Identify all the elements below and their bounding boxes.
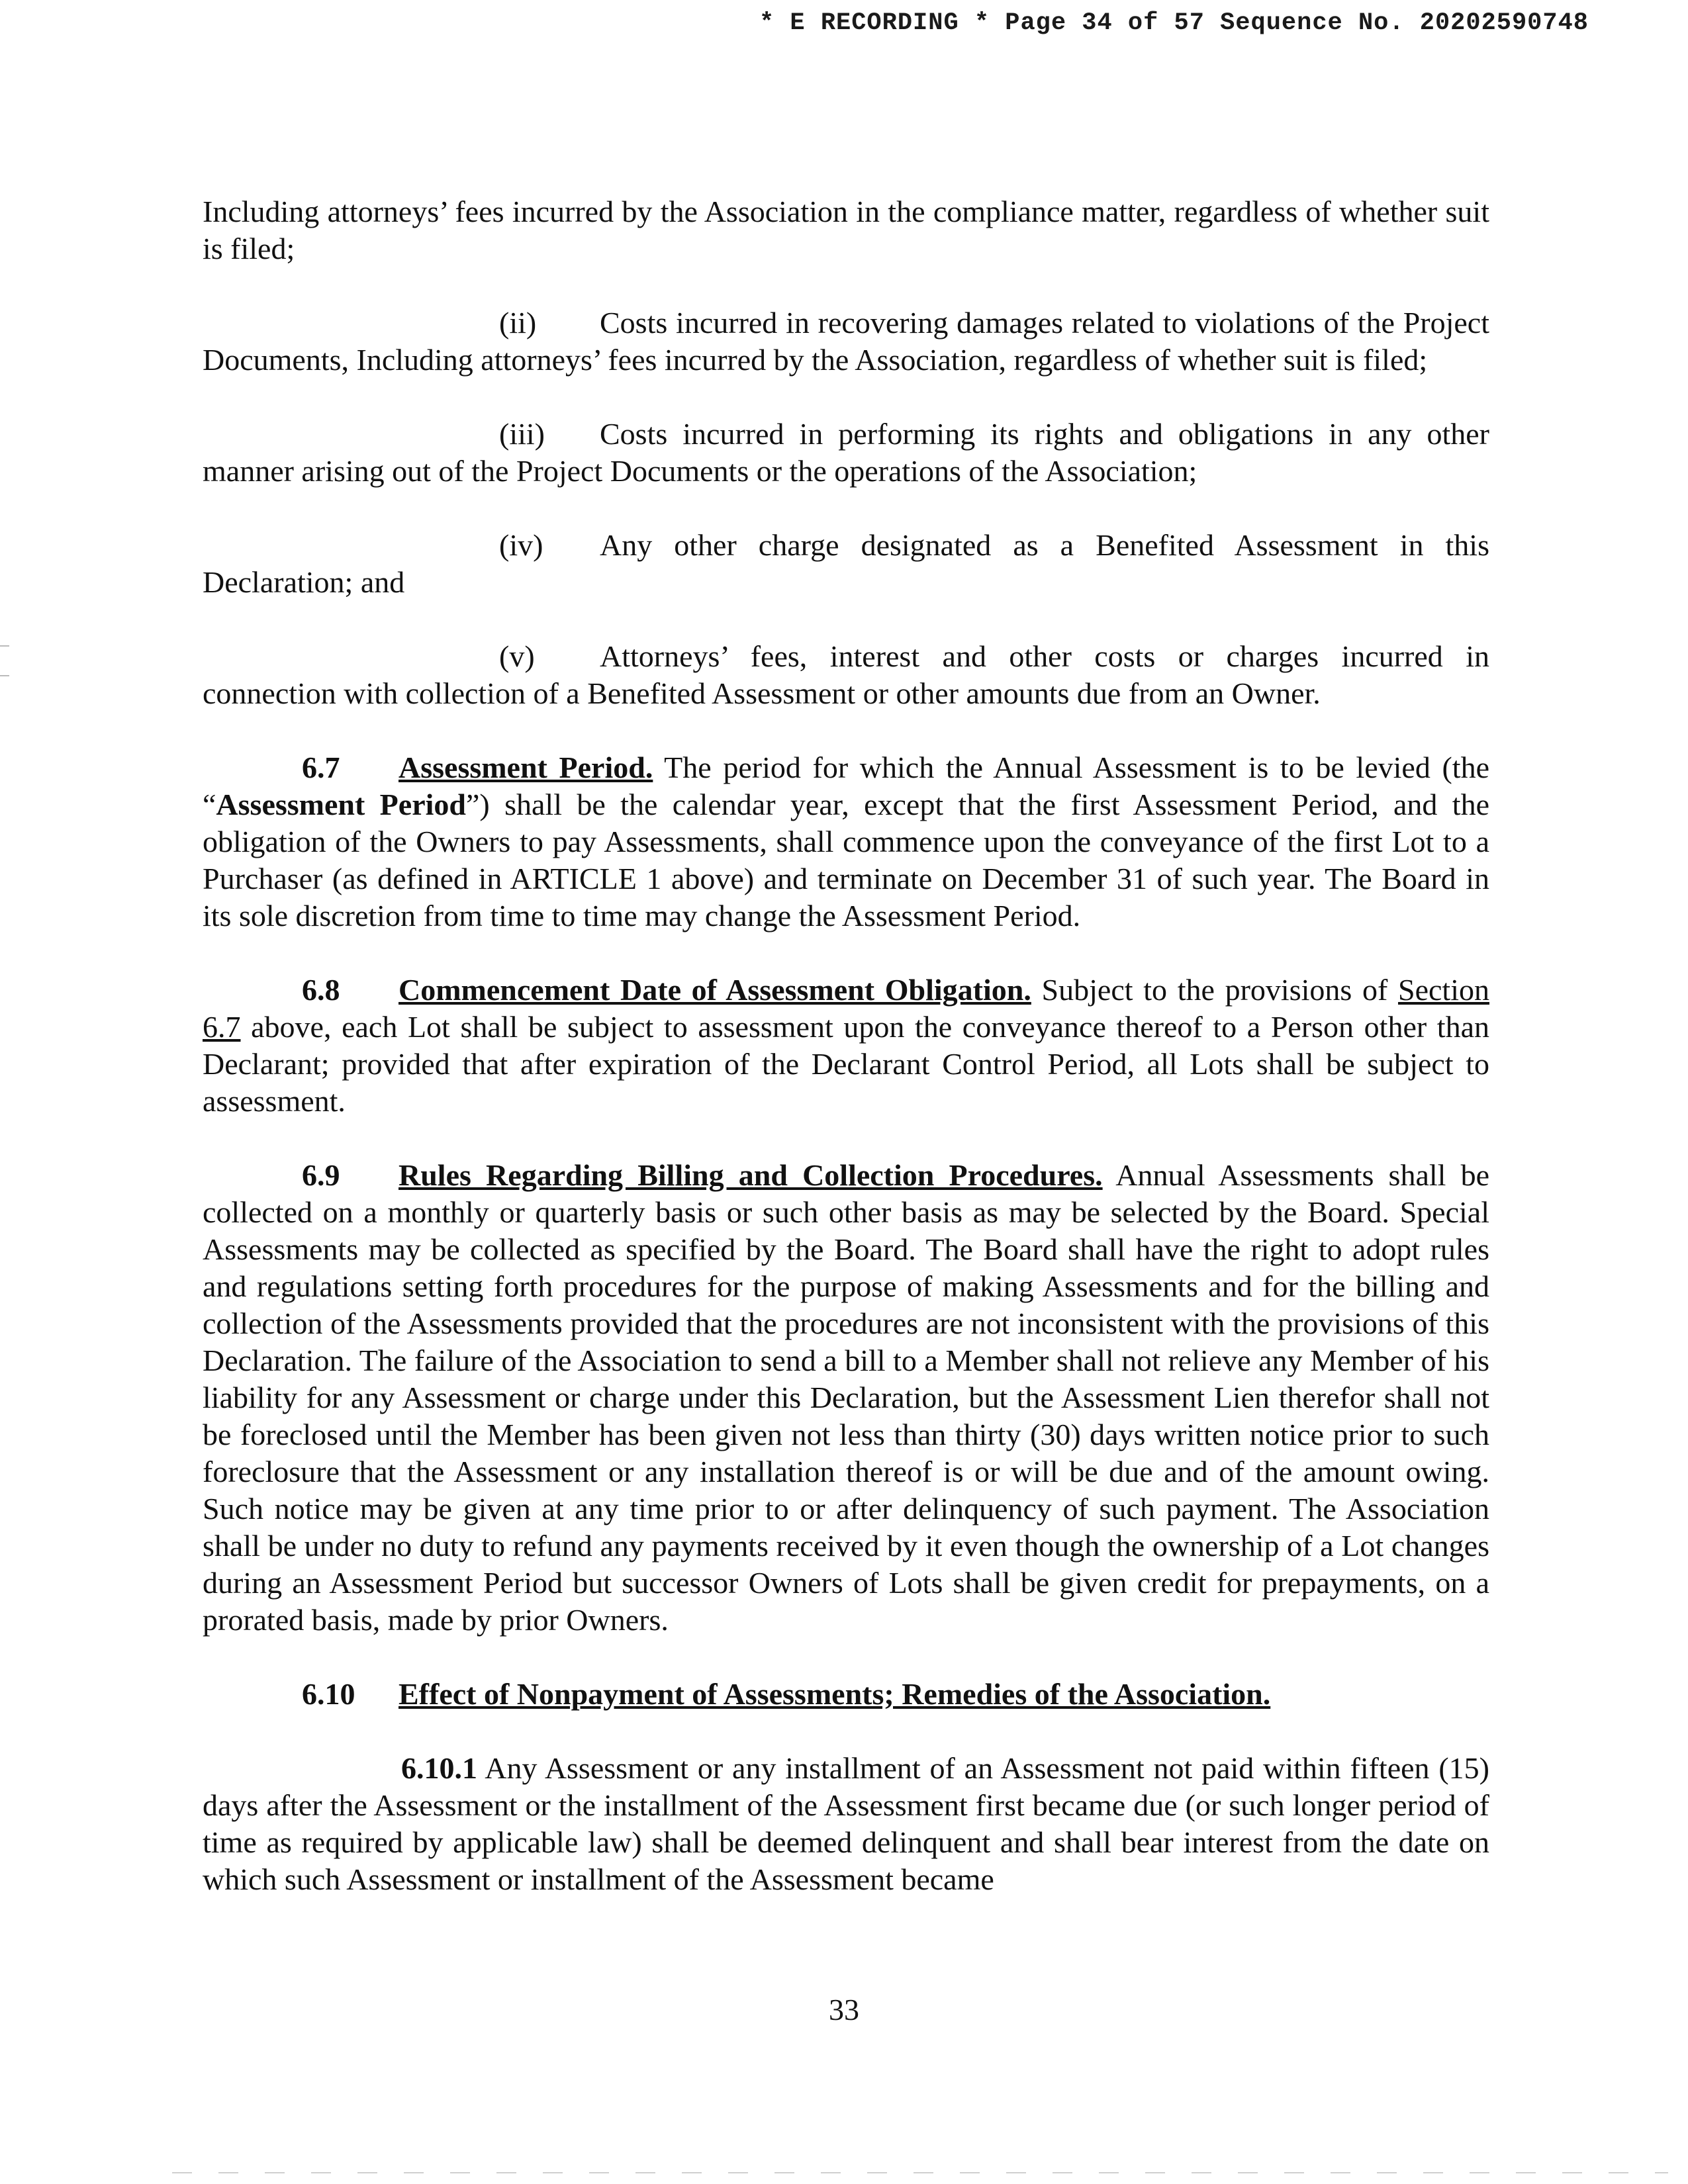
page-number: 33 (829, 1993, 859, 2026)
list-item-iv (203, 527, 1489, 601)
item-number: (v) (499, 639, 535, 673)
item-number: (ii) (499, 306, 537, 340)
section-reference: Section 6.7 (203, 973, 1489, 1044)
scan-mark (0, 675, 9, 676)
paragraph-text: Including attorneys’ fees incurred by the Association in the compliance matter, regardless of whether suit is filed; (203, 195, 1489, 265)
list-item-v (203, 638, 1489, 712)
section-number: 6.8 (302, 973, 340, 1007)
subsection-text: Any Assessment or any installment of an Assessment not paid within fifteen (15) days after the Assessment or the installment of the Assessment first became due (or such longer period of time as required by applicable law) shall be deemed delinquent and shall bear interest from the date on which such Assessment or installment of the Assessment became (203, 1751, 1489, 1896)
paragraph-intro (203, 193, 1489, 267)
scan-noise (172, 2172, 1668, 2173)
section-heading: Commencement Date of Assessment Obligation. (399, 973, 1031, 1007)
section-text: Subject to the provisions of (1031, 973, 1399, 1007)
section-number: 6.10 (302, 1677, 355, 1711)
list-item-iii (203, 416, 1489, 490)
section-heading: Effect of Nonpayment of Assessments; Remedies of the Association. (399, 1677, 1271, 1711)
item-text: Costs incurred in performing its rights and obligations in any other manner arising out of the Project Documents or the operations of the Association; (203, 417, 1489, 488)
item-text: Attorneys’ fees, interest and other costs or charges incurred in connection with collection of a Benefited Assessment or other amounts due from an Owner. (203, 639, 1489, 710)
section-text: ”) shall be the calendar year, except that the first Assessment Period, and the obligation of the Owners to pay Assessments, shall commence upon the conveyance of the first Lot to a Purchaser (as defined in ARTICLE 1 above) and terminate on December 31 of such year. The Board in its sole discretion from time to time may change the Assessment Period. (203, 788, 1489, 933)
subsection-number: 6.10.1 (401, 1751, 477, 1785)
recording-header: * E RECORDING * Page 34 of 57 Sequence No. 20202590748 (759, 9, 1589, 37)
scan-mark (0, 645, 9, 647)
section-number: 6.9 (302, 1158, 340, 1192)
section-6-9 (203, 1157, 1489, 1639)
list-item-ii (203, 304, 1489, 379)
section-heading: Rules Regarding Billing and Collection Procedures. (399, 1158, 1103, 1192)
document-page (203, 193, 1489, 1898)
section-heading: Assessment Period. (399, 751, 653, 784)
section-text: Annual Assessments shall be collected on a monthly or quarterly basis or such other basis as may be selected by the Board. Special Assessments may be collected as specified by the Board. The Board shall have the right to adopt rules and regulations setting forth procedures for the purpose of making Assessments and for the billing and collection of the Assessments provided that the procedures are not inconsistent with the provisions of this Declaration. The failure of the Association to send a bill to a Member shall not relieve any Member of his liability for any Assessment or charge under this Declaration, but the Assessment Lien therefor shall not be foreclosed until the Member has been given not less than thirty (30) days written notice prior to such foreclosure that the Assessment or any installation thereof is or will be due and of the amount owing. Such notice may be given at any time prior to or after delinquency of such payment. The Association shall be under no duty to refund any payments received by it even though the ownership of a Lot changes during an Assessment Period but successor Owners of Lots shall be given credit for prepayments, on a prorated basis, made by prior Owners. (203, 1158, 1490, 1637)
section-text: The period for which the Annual Assessment is to be levied (the “ (203, 751, 1489, 821)
section-number: 6.7 (302, 751, 340, 784)
item-text: Any other charge designated as a Benefited Assessment in this Declaration; and (203, 528, 1489, 599)
section-6-8 (203, 972, 1489, 1120)
item-number: (iii) (499, 417, 545, 451)
section-6-10-1 (203, 1750, 1489, 1898)
section-text: above, each Lot shall be subject to assessment upon the conveyance thereof to a Person other than Declarant; provided that after expiration of the Declarant Control Period, all Lots shall be subject to assessment. (203, 1010, 1489, 1118)
section-6-7 (203, 749, 1489, 934)
item-text: Costs incurred in recovering damages related to violations of the Project Documents, Including attorneys’ fees incurred by the Association, regardless of whether suit is filed; (203, 306, 1489, 377)
section-6-10 (203, 1676, 1489, 1713)
defined-term: Assessment Period (216, 788, 466, 821)
item-number: (iv) (499, 528, 543, 562)
